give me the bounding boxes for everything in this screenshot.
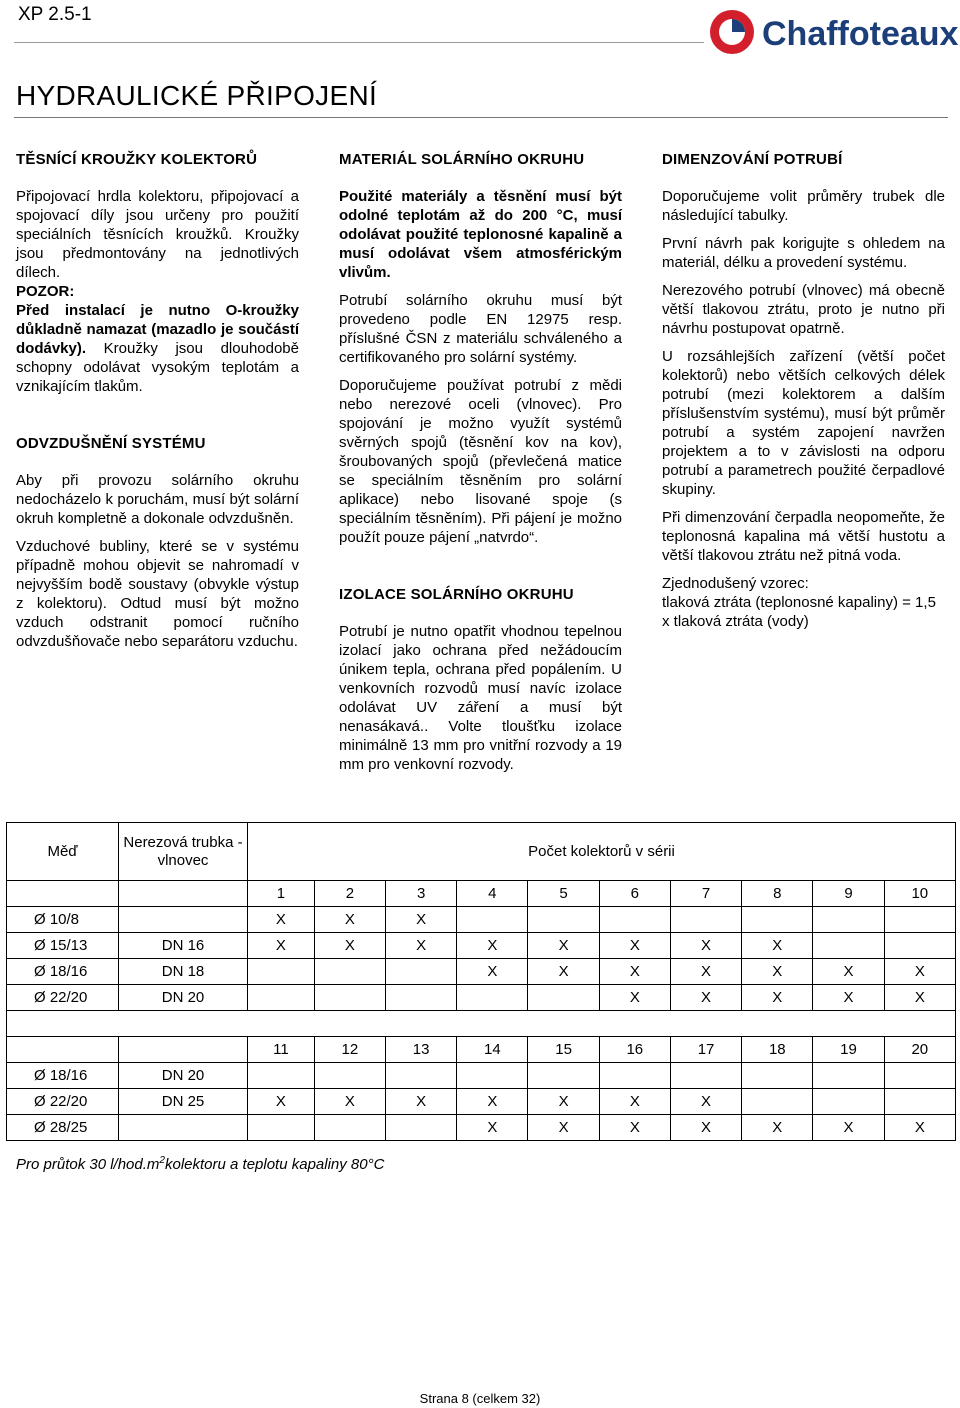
suitability-cell: X (599, 985, 670, 1011)
copper-size-cell: Ø 15/13 (7, 933, 119, 959)
suitability-cell: X (457, 933, 528, 959)
collector-count-cell: 5 (528, 881, 599, 907)
suitability-cell (248, 959, 315, 985)
section-heading-insulation: IZOLACE SOLÁRNÍHO OKRUHU (339, 586, 574, 603)
suitability-cell: X (314, 907, 385, 933)
suitability-cell (599, 1063, 670, 1089)
paragraph-venting-2: Vzduchové bubliny, které se v systému případně mohou objevit se nahromadí v nejvyšším bodě soustavy (obvykle výstup z kolektoru). Odtud musí být možno vzduch odstranit pomocí ručního odvzdušňovače nebo separátoru vzduchu. (16, 538, 299, 650)
table-note: Pro průtok 30 $l/hod.m^2kolektoru$ a teplotu kapaliny 80°C (16, 1155, 385, 1173)
paragraph-venting-1: Aby při provozu solárního okruhu nedocházelo k poruchám, musí být solární okruh kompletně a dokonale odvzdušněn. (16, 472, 299, 527)
copper-size-cell: Ø 22/20 (7, 1089, 119, 1115)
stainless-size-cell (119, 1115, 248, 1141)
collector-count-cell: 1 (248, 881, 315, 907)
stainless-size-cell: DN 20 (119, 985, 248, 1011)
header-copper: Měď (7, 823, 119, 881)
paragraph-material-3: Doporučujeme používat potrubí z mědi nebo nerezové oceli (vlnovec). Pro spojování je možno využít systémů svěrných spojů (těsnění kov na kov), šroubovaných spojů (převlečená matice se speciálním těsněním pro solární aplikace) nebo lisované spoje (s speciálním těsněním). Při pájení je možno použít pouze pájení „natvrdo“. (339, 377, 622, 546)
stainless-size-cell: DN 20 (119, 1063, 248, 1089)
suitability-cell (742, 1063, 813, 1089)
suitability-cell: X (742, 985, 813, 1011)
suitability-cell: X (248, 933, 315, 959)
suitability-cell (813, 933, 884, 959)
table-header-row (7, 823, 956, 881)
suitability-cell: X (457, 1115, 528, 1141)
empty-cell (119, 1037, 248, 1063)
suitability-cell (813, 1089, 884, 1115)
copper-size-cell: Ø 22/20 (7, 985, 119, 1011)
empty-cell (7, 1037, 119, 1063)
collector-count-cell: 19 (813, 1037, 884, 1063)
suitability-cell (314, 1115, 385, 1141)
suitability-cell (813, 907, 884, 933)
copper-size-cell: Ø 28/25 (7, 1115, 119, 1141)
paragraph-sizing-4: U rozsáhlejších zařízení (větší počet kolektorů) nebo větších celkových délek potrubí (mezi kolektorem a dalším příslušenstvím systému), musí být průměr potrubí a systém zapojení navržen projektem a to v závislosti na odporu potrubí a parametrech použité čerpadlové skupiny. (662, 348, 945, 498)
suitability-cell: X (314, 933, 385, 959)
collector-count-cell: 18 (742, 1037, 813, 1063)
suitability-cell (884, 1089, 955, 1115)
collector-count-cell: 16 (599, 1037, 670, 1063)
section-heading-venting: ODVZDUŠNĚNÍ SYSTÉMU (16, 435, 206, 452)
suitability-cell (248, 1115, 315, 1141)
header-stainless: Nerezová trubka - vlnovec (119, 823, 248, 881)
table-row (7, 959, 956, 985)
warning-bold-text: Před instalací je nutno O-kroužky důkladně namazat (mazadlo je součástí dodávky). (16, 302, 299, 357)
warning-paragraph (16, 282, 299, 396)
empty-cell (119, 881, 248, 907)
table-row (7, 907, 956, 933)
column-pipe-sizing (662, 146, 945, 640)
section-heading-material: MATERIÁL SOLÁRNÍHO OKRUHU (339, 151, 585, 168)
suitability-cell (314, 959, 385, 985)
suitability-cell (884, 907, 955, 933)
formula-label: Zjednodušený vzorec: (662, 575, 809, 592)
collector-count-cell: 7 (670, 881, 741, 907)
table-row (7, 1089, 956, 1115)
suitability-cell (457, 1063, 528, 1089)
suitability-cell: X (599, 959, 670, 985)
collector-count-cell: 8 (742, 881, 813, 907)
suitability-cell (248, 985, 315, 1011)
suitability-cell: X (386, 1089, 457, 1115)
suitability-cell (314, 985, 385, 1011)
page-title: HYDRAULICKÉ PŘIPOJENÍ (16, 80, 378, 111)
paragraph-formula (662, 574, 945, 631)
suitability-cell (248, 1063, 315, 1089)
copper-size-cell: Ø 18/16 (7, 959, 119, 985)
warning-label: POZOR: (16, 283, 75, 300)
suitability-cell (386, 959, 457, 985)
suitability-cell: X (670, 985, 741, 1011)
suitability-cell: X (884, 1115, 955, 1141)
suitability-cell: X (742, 959, 813, 985)
suitability-cell: X (599, 1089, 670, 1115)
suitability-cell: X (528, 959, 599, 985)
suitability-cell (599, 907, 670, 933)
header-rule (14, 42, 704, 43)
title-rule (14, 117, 948, 118)
collector-count-cell: 17 (670, 1037, 741, 1063)
paragraph-sizing-2: První návrh pak korigujte s ohledem na materiál, délku a provedení systému. (662, 235, 945, 271)
stainless-size-cell: DN 25 (119, 1089, 248, 1115)
collector-count-cell: 2 (314, 881, 385, 907)
suitability-cell (386, 1115, 457, 1141)
suitability-cell (457, 985, 528, 1011)
stainless-size-cell: DN 18 (119, 959, 248, 985)
header-collector-count: Počet kolektorů v sérii (248, 823, 956, 881)
brand-logo (706, 4, 960, 60)
collector-count-cell: 12 (314, 1037, 385, 1063)
suitability-cell: X (457, 1089, 528, 1115)
suitability-cell: X (813, 985, 884, 1011)
suitability-cell: X (457, 959, 528, 985)
suitability-cell: X (742, 933, 813, 959)
suitability-cell: X (742, 1115, 813, 1141)
collector-count-cell: 3 (386, 881, 457, 907)
suitability-cell: X (813, 1115, 884, 1141)
collector-count-cell: 11 (248, 1037, 315, 1063)
suitability-cell (457, 907, 528, 933)
suitability-cell (314, 1063, 385, 1089)
formula-text: tlaková ztráta (teplonosné kapaliny) = 1,5 x tlaková ztráta (vody) (662, 594, 936, 630)
paragraph-sizing-5: Při dimenzování čerpadla neopomeňte, že teplonosná kapalina má větší hustotu a větší tlakovou ztrátu než pitná voda. (662, 509, 945, 564)
paragraph-sealing-intro: Připojovací hrdla kolektoru, připojovací a spojovací díly jsou určeny pro použití speciálních těsnících kroužků. Kroužky jsou předmontovány na jednotlivých dílech. (16, 188, 299, 281)
suitability-cell: X (599, 1115, 670, 1141)
page-footer: Strana 8 (celkem 32) (419, 1391, 541, 1406)
empty-cell (7, 881, 119, 907)
collector-count-cell: 4 (457, 881, 528, 907)
section-heading-sealing: TĚSNÍCÍ KROUŽKY KOLEKTORŮ (16, 151, 258, 168)
paragraph-sizing-1: Doporučujeme volit průměry trubek dle následující tabulky. (662, 188, 945, 224)
paragraph-material-bold: Použité materiály a těsnění musí být odolné teplotám až do 200 °C, musí odolávat použité teplonosné kapalině a musí odolávat všem atmosférickým vlivům. (339, 188, 622, 281)
suitability-cell (670, 907, 741, 933)
section-heading-sizing: DIMENZOVÁNÍ POTRUBÍ (662, 151, 843, 168)
suitability-cell: X (599, 933, 670, 959)
collector-count-cell: 9 (813, 881, 884, 907)
suitability-cell: X (670, 959, 741, 985)
table-row (7, 933, 956, 959)
suitability-cell (528, 985, 599, 1011)
suitability-cell (528, 907, 599, 933)
collector-count-cell: 20 (884, 1037, 955, 1063)
suitability-cell (742, 1089, 813, 1115)
collector-count-cell: 15 (528, 1037, 599, 1063)
suitability-cell (742, 907, 813, 933)
suitability-cell: X (528, 933, 599, 959)
suitability-cell: X (670, 933, 741, 959)
paragraph-sizing-3: Nerezového potrubí (vlnovec) má obecně větší tlakovou ztrátu, proto je nutno při návrhu postupovat opatrně. (662, 282, 945, 337)
column-sealing-rings (16, 146, 299, 660)
suitability-cell: X (314, 1089, 385, 1115)
paragraph-material-2: Potrubí solárního okruhu musí být provedeno podle EN 12975 resp. příslušné ČSN z materiálu schváleného a certifikovaného pro solární systémy. (339, 292, 622, 366)
collector-count-cell: 6 (599, 881, 670, 907)
suitability-cell (670, 1063, 741, 1089)
suitability-cell: X (528, 1089, 599, 1115)
stainless-size-cell: DN 16 (119, 933, 248, 959)
suitability-cell: X (670, 1115, 741, 1141)
suitability-cell: X (884, 959, 955, 985)
stainless-size-cell (119, 907, 248, 933)
warning-text: Kroužky jsou dlouhodobě schopny odolávat vysokým teplotám a vznikajícím tlakům. (16, 340, 299, 395)
collector-count-cell: 14 (457, 1037, 528, 1063)
table-row (7, 985, 956, 1011)
table-row (7, 1115, 956, 1141)
suitability-cell (528, 1063, 599, 1089)
suitability-cell: X (884, 985, 955, 1011)
collector-count-cell: 10 (884, 881, 955, 907)
suitability-cell (386, 1063, 457, 1089)
collector-count-cell: 13 (386, 1037, 457, 1063)
suitability-cell (813, 1063, 884, 1089)
copper-size-cell: Ø 10/8 (7, 907, 119, 933)
suitability-cell (386, 985, 457, 1011)
pipe-sizing-table (6, 822, 956, 1141)
collector-number-row-2 (7, 1037, 956, 1063)
suitability-cell: X (248, 907, 315, 933)
table-row (7, 1063, 956, 1089)
suitability-cell: X (386, 933, 457, 959)
suitability-cell: X (670, 1089, 741, 1115)
table-spacer-row (7, 1011, 956, 1037)
document-code: XP 2.5-1 (18, 4, 92, 25)
brand-name: Chaffoteaux (762, 15, 959, 53)
suitability-cell (884, 1063, 955, 1089)
suitability-cell: X (528, 1115, 599, 1141)
suitability-cell: X (248, 1089, 315, 1115)
paragraph-insulation: Potrubí je nutno opatřit vhodnou tepelnou izolací jako ochrana před nežádoucím únikem tepla, ochrana před popálením. U venkovních rozvodů musí navíc izolace odolávat UV záření a musí být nenasákavá.. Volte tloušťku izolace minimálně 13 mm pro vnitřní rozvody a 19 mm pro venkovní rozvody. (339, 623, 622, 773)
suitability-cell (884, 933, 955, 959)
copper-size-cell: Ø 18/16 (7, 1063, 119, 1089)
suitability-cell: X (813, 959, 884, 985)
suitability-cell: X (386, 907, 457, 933)
column-material (339, 146, 622, 783)
spacer-cell (7, 1011, 956, 1037)
collector-number-row-1 (7, 881, 956, 907)
